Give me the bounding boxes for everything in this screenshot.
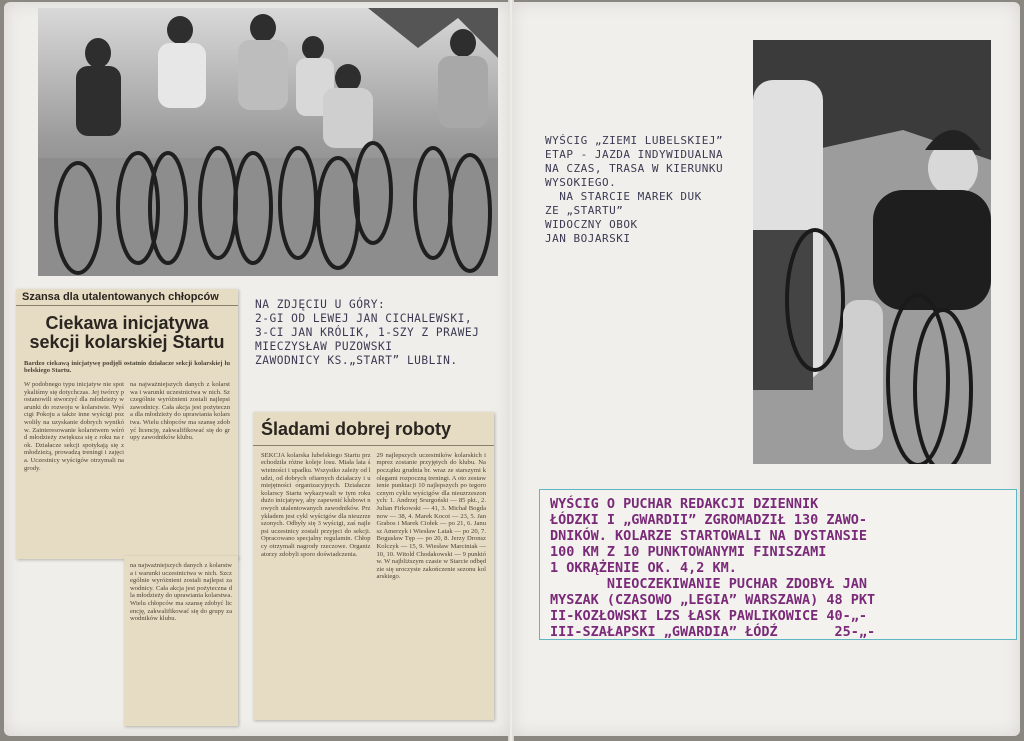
newspaper-clipping-sladami bbox=[253, 412, 494, 720]
clipping-kicker: Szansa dla utalentowanych chłopców bbox=[16, 289, 238, 306]
race-results-card: WYŚCIG O PUCHAR REDAKCJI DZIENNIK ŁÓDZKI I „GWARDII” ZGROMADZIŁ 130 ZAWO- DNIKÓW. KOLARZE STARTOWALI NA DYSTANSIE 100 KM Z 10 PUNKTOWANYMI FINISZAMI 1 OKRĄŻENIE OK. 4,2 KM. NIEOCZEKIWANIE PUCHAR ZDOBYŁ JAN MYSZAK (CZASOWO „LEGIA” WARSZAWA) 48 PKT II-KOZŁOWSKI LZS ŁASK PAWLIKOWICE 40-„- III-SZAŁAPSKI „GWARDIA” ŁÓDŹ 25-„- bbox=[539, 489, 1017, 640]
clipping2-column-1: SEKCJA kolarska lubelskiego Startu przechodziła różne koleje losu. Miała lata świetności i upadku. Wszystko zależy od ludzi, od dobrych ofiarnych działaczy i umiejętności organizacyjnych. Działacze kolarscy Startu wykazywali w tym roku dużo inicjatywy, aby zapewnić klubowi nowych utalentowanych zawodników. Przykładem jest cykl wyścigów dla nieuzrzeszonych. Odbyły się 3 wyścigi, zaś najlepsi uczestnicy zostali przyjęci do sekcji. Opracowano specjalny regulamin. Chłopcy otrzymali nagrody rzeczowe. Organizatorzy zdobyli sporo doświadczenia. bbox=[261, 451, 371, 558]
photo-caption: NA ZDJĘCIU U GÓRY: 2-GI OD LEWEJ JAN CICHALEWSKI, 3-CI JAN KRÓLIK, 1-SZY Z PRAWEJ MIECZYSŁAW PUZOWSKI ZAWODNICY KS.„START” LUBLIN. bbox=[255, 298, 480, 367]
cyclists-group-photo bbox=[38, 8, 498, 276]
newspaper-clipping-inicjatywa bbox=[16, 289, 238, 559]
clipping-column-2: na najważniejszych danych z kolarstwa i warunki uczestnictwa w nich. Szczególnie wyróżnieni zostali najlepsi zawodnicy. Cała akcja jest pożyteczna dla młodzieży do uprawiania kolarstwa. Wielu chłopców ma szansę zdobyć licencję, zakwalifikować się do grupy zawodników klubu. bbox=[130, 380, 230, 442]
right-photo-caption: WYŚCIG „ZIEMI LUBELSKIEJ” ETAP - JAZDA INDYWIDUALNA NA CZAS, TRASA W KIERUNKU WYSOKIEGO. NA STARCIE MAREK DUK ZE „STARTU” WIDOCZNY OBOK JAN BOJARSKI bbox=[545, 134, 724, 245]
clipping-lead: Bardzo ciekawą inicjatywę podjęli ostatnio działacze sekcji kolarskiej lubelskiego Startu. bbox=[24, 359, 230, 375]
cyclist-portrait-photo bbox=[753, 40, 991, 464]
newspaper-clipping-continuation bbox=[124, 556, 238, 726]
clipping-headline: Ciekawa inicjatywa sekcji kolarskiej Startu bbox=[29, 313, 225, 352]
clipping2-headline: Śladami dobrej roboty bbox=[253, 412, 494, 446]
clipping-column-1: W podobnego typu inicjatyw nie spotykaliśmy się dotychczas. Jej twórcy postanowili stworzyć dla młodzieży warunki do rozwoju w kolarstwie. Wyścigi Pokoju a także inne wyścigi pozwoliły na uzyskanie dobrych wyników. Zainteresowanie kolarstwem wśród młodzieży zwiększa się z roku na rok. Działacze sekcji spotykają się z młodzieżą, prowadzą treningi i zajęcia. Uczestnicy wyścigów otrzymali nagrody. bbox=[24, 380, 124, 472]
clipping-column-continuation: na najważniejszych danych z kolarstwa i warunki uczestnictwa w nich. Szczególnie wyróżnieni zostali najlepsi zawodnicy. Cała akcja jest pożyteczna dla młodzieży do uprawiania kolarstwa. Wielu chłopców ma szansę zdobyć licencję, zakwalifikować się do grupy zawodników klubu. bbox=[130, 562, 232, 623]
clipping2-column-2: 29 najlepszych uczestników kolarskich imprez zostanie przyjętych do klubu. Na początku grudnia br. wraz ze starszymi kolegami rozpoczną treningi. A oto zestawienie punktacji 10 najlepszych po tegorocznym cyklu wyścigów dla nieuzrzeszonych: 1. Andrzej Srurgoński — 85 pkt., 2. Julian Firkowski — 41, 3. Michał Bogdanow — 38, 4. Marek Kocot — 23, 5. Jan Grabos i Marek Ciołek — po 21, 6. Janusz Amerzyk i Wiesław Latak — po 20, 7. Bogusław Tęp — po 20, 8. Jerzy Dronsz Kolczyk — 15, 9. Wiesław Marciniak — 10, 10. Witold Chodakowski — 9 punktów. W najbliższym czasie w Starcie odbędzie się uroczyste zakończenie sezonu kolarskiego. bbox=[376, 451, 486, 581]
